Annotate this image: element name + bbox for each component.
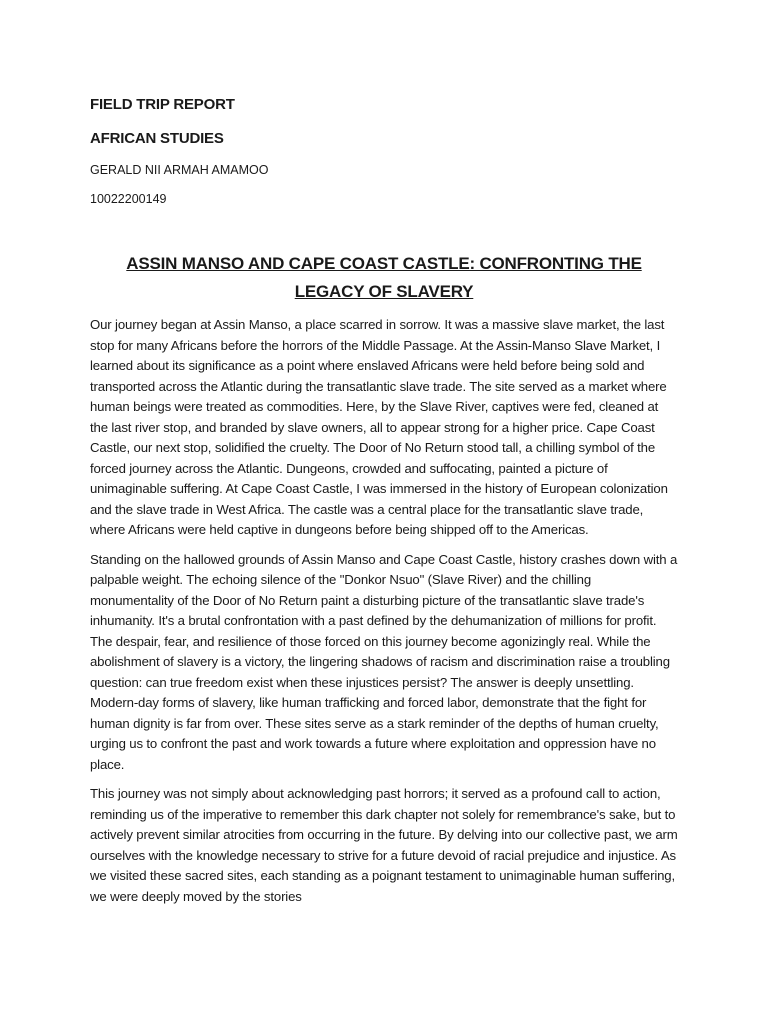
- body-paragraph-2: Standing on the hallowed grounds of Assin Manso and Cape Coast Castle, history crashes down with a palpable weight. The echoing silence of the "Donkor Nsuo" (Slave River) and the chilling monumentality of the Door of No Return paint a disturbing picture of the transatlantic slave trade's inhumanity. It's a brutal confrontation with a past defined by the dehumanization of millions for profit. The despair, fear, and resilience of those forced on this journey become agonizingly real. While the abolishment of slavery is a victory, the lingering shadows of racism and discrimination raise a troubling question: can true freedom exist when these injustices persist? The answer is deeply unsettling. Modern-day forms of slavery, like human trafficking and forced labor, demonstrate that the fight for human dignity is far from over. These sites serve as a stark reminder of the depths of human cruelty, urging us to confront the past and work towards a future where exploitation and oppression have no place.: [90, 551, 678, 772]
- document-body: [90, 315, 678, 916]
- student-id: 10022200149: [90, 192, 167, 206]
- document-title: ASSIN MANSO AND CAPE COAST CASTLE: CONFRONTING THE LEGACY OF SLAVERY: [126, 254, 642, 301]
- body-paragraph-3: This journey was not simply about acknowledging past horrors; it served as a profound call to action, reminding us of the imperative to remember this dark chapter not solely for remembrance's sake, but to actively prevent similar atrocities from occurring in the future. By delving into our collective past, we arm ourselves with the knowledge necessary to strive for a future devoid of racial prejudice and injustice. As we visited these sacred sites, each standing as a poignant testament to unimaginable human suffering, we were deeply moved by the stories: [90, 786, 678, 904]
- course-heading: AFRICAN STUDIES: [90, 130, 224, 147]
- body-paragraph-1: Our journey began at Assin Manso, a place scarred in sorrow. It was a massive slave market, the last stop for many Africans before the horrors of the Middle Passage. At the Assin-Manso Slave Market, I learned about its significance as a point where enslaved Africans were held before being sold and transported across the Atlantic during the transatlantic slave trade. The site served as a market where human beings were treated as commodities. Here, by the Slave River, captives were fed, cleaned at the last river stop, and branded by slave owners, all to appear strong for a higher price. Cape Coast Castle, our next stop, solidified the cruelty. The Door of No Return stood tall, a chilling symbol of the forced journey across the Atlantic. Dungeons, crowded and suffocating, painted a picture of unimaginable suffering. At Cape Coast Castle, I was immersed in the history of European colonization and the slave trade in West Africa. The castle was a central place for the transatlantic slave trade, where Africans were held captive in dungeons before being shipped off to the Americas.: [90, 317, 668, 537]
- student-name: GERALD NII ARMAH AMAMOO: [90, 163, 269, 177]
- report-type-heading: FIELD TRIP REPORT: [90, 96, 235, 113]
